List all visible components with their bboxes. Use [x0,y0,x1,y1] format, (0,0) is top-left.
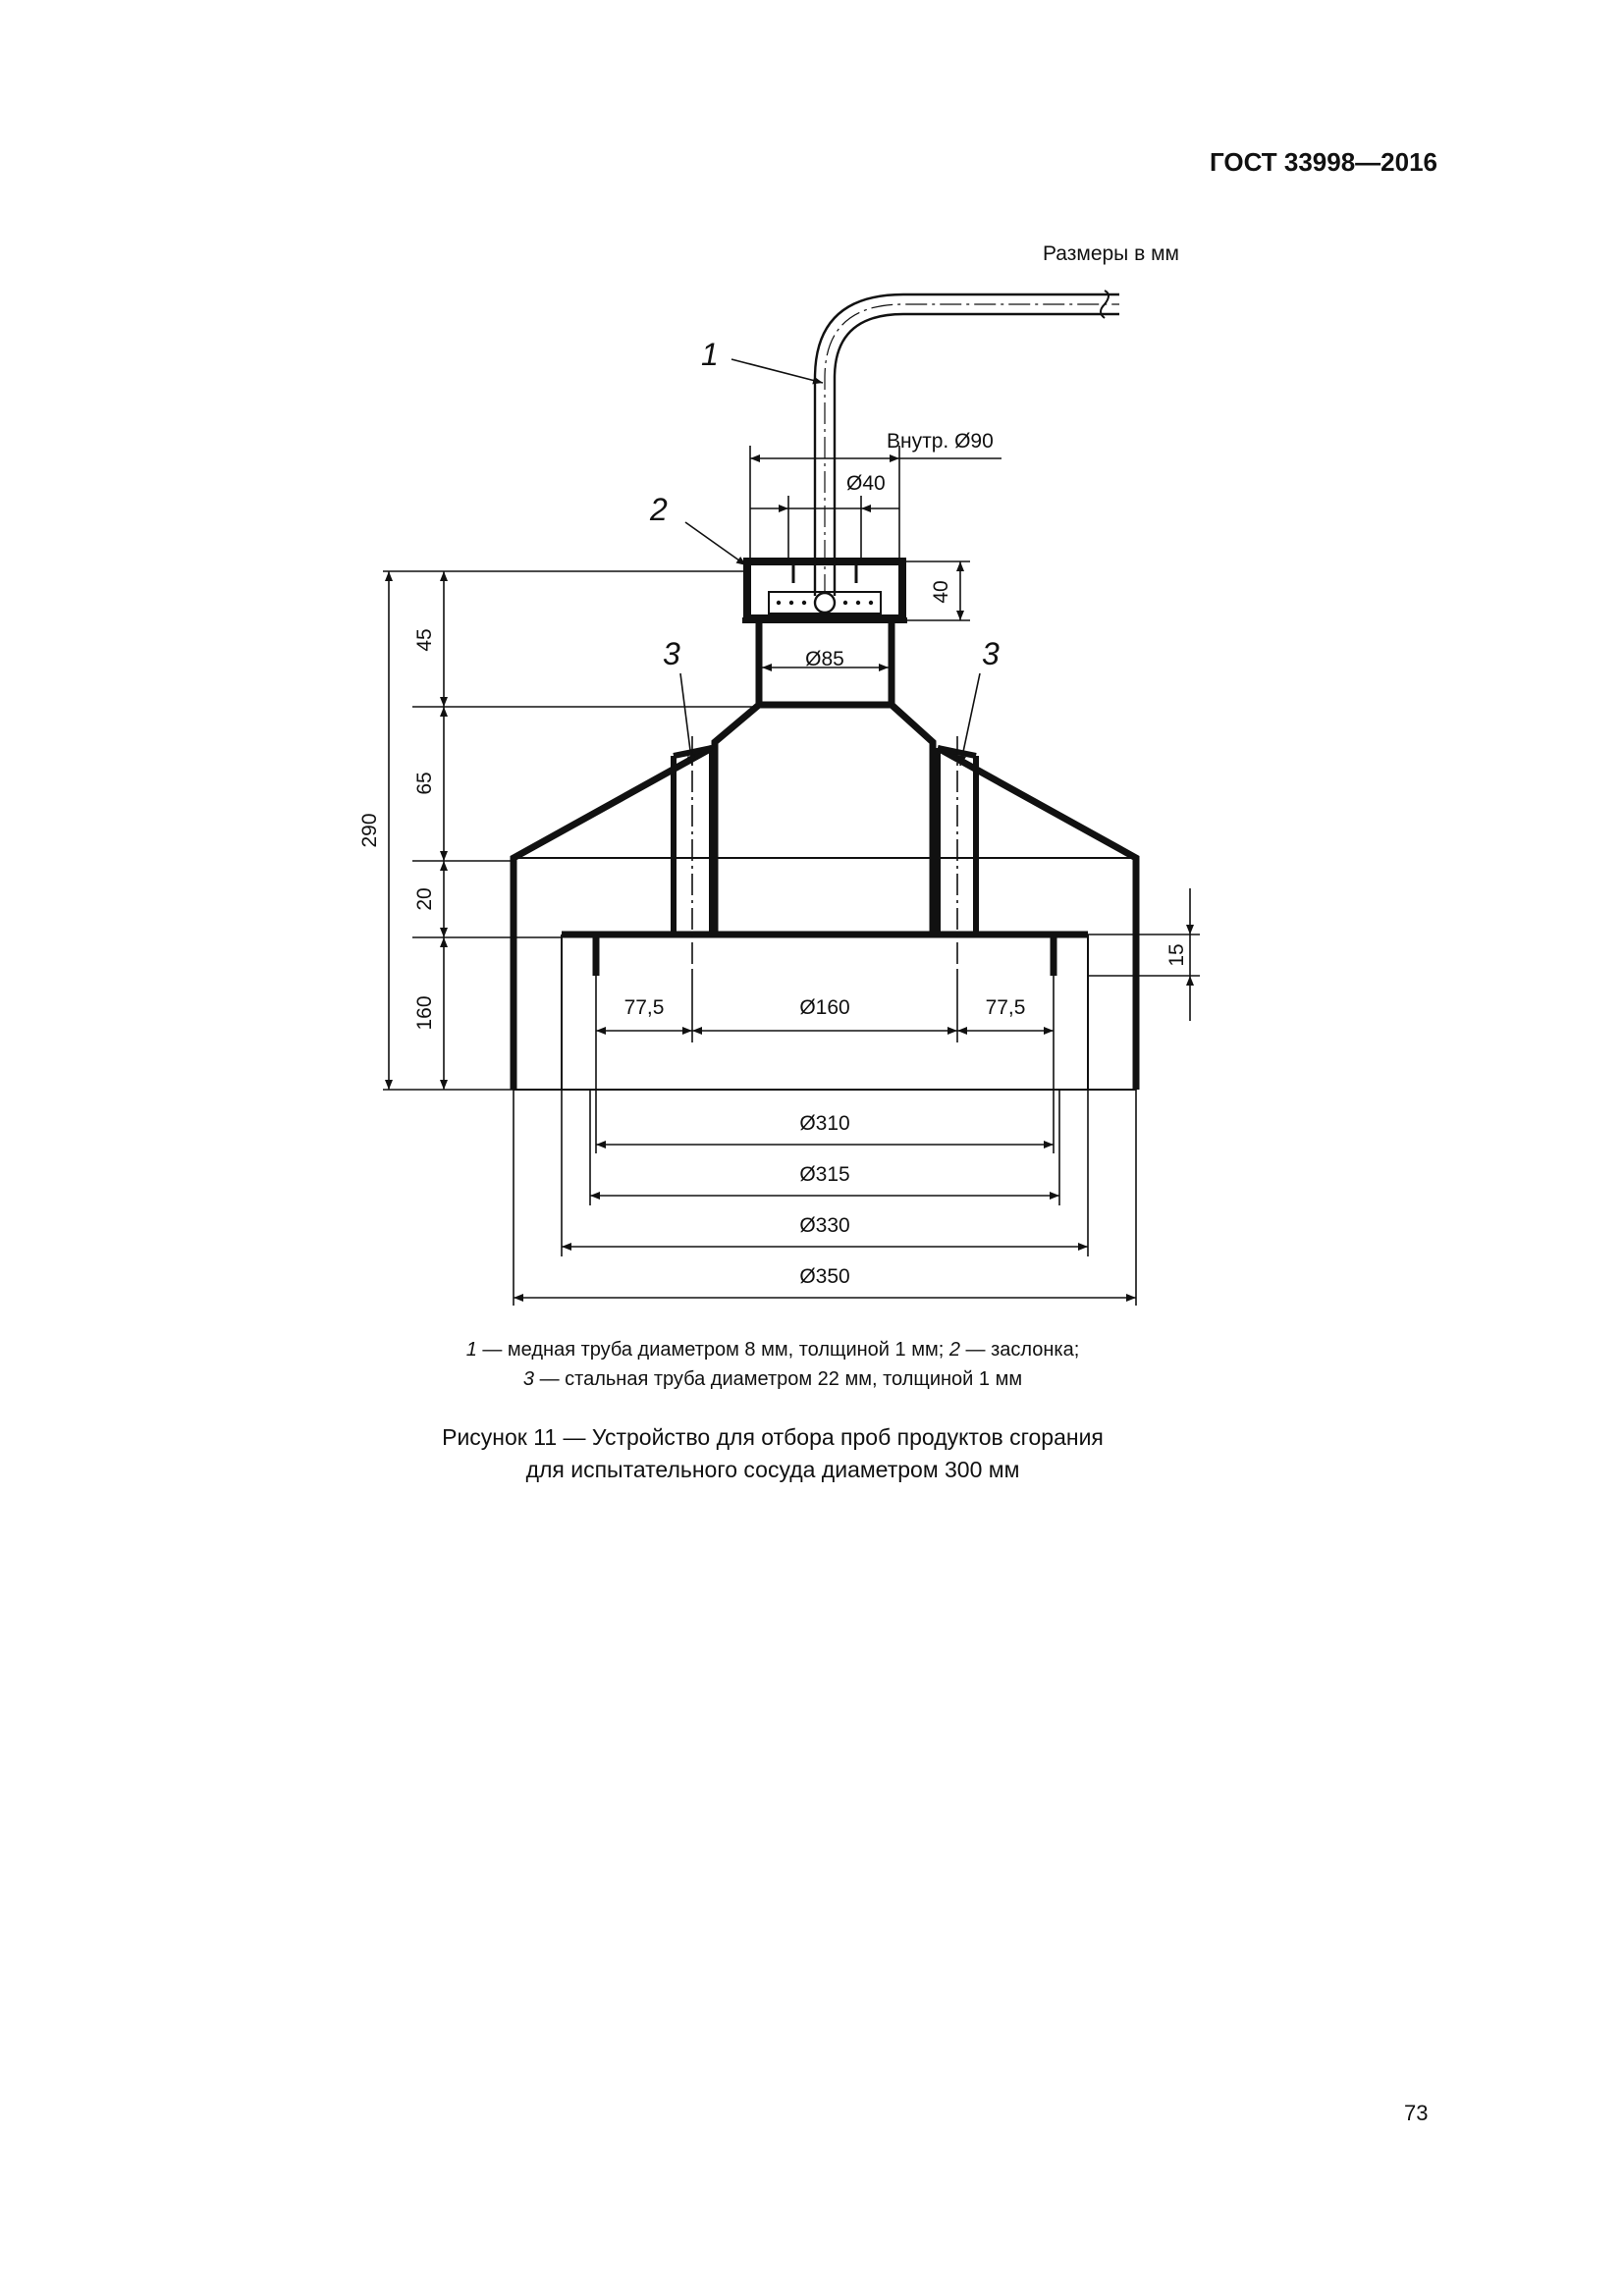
dim-d330: Ø330 [799,1214,850,1237]
dim-inner-d90: Внутр. Ø90 [887,430,994,453]
dim-d40: Ø40 [846,472,886,495]
pipe-end [815,593,835,613]
dim-h15: 15 [1165,943,1188,967]
figure-legend: 1 — медная труба диаметром 8 мм, толщиной 1 мм; 2 — заслонка; 3 — стальная труба диаметром 22 мм, толщиной 1 мм [465,1339,1080,1390]
dim-h40: 40 [930,580,952,604]
dim-d310: Ø310 [799,1112,850,1135]
dim-h20: 20 [413,887,436,911]
dim-d315: Ø315 [799,1163,850,1186]
dim-w77-left: 77,5 [623,996,665,1019]
document-header: ГОСТ 33998—2016 [1210,147,1437,177]
page-number: 73 [1404,2101,1429,2125]
label-steel-right: 3 [982,636,1000,671]
dim-d350: Ø350 [799,1265,850,1288]
thin-lines [514,705,1136,1090]
dimension-lines [389,458,1190,1298]
dim-d160: Ø160 [799,996,850,1019]
dim-w77-right: 77,5 [985,996,1026,1019]
dim-h65: 65 [413,772,436,795]
label-damper: 2 [650,492,668,527]
label-pipe: 1 [701,337,719,372]
dim-h290: 290 [358,813,381,848]
units-note: Размеры в мм [1043,242,1179,265]
extension-lines [383,446,1200,1306]
figure-caption: Рисунок 11 — Устройство для отбора проб продуктов сгорания для испытательного сосуда диаметром 300 мм [442,1424,1104,1482]
dim-h160: 160 [413,995,436,1031]
dim-h45: 45 [413,628,436,652]
dim-d85: Ø85 [805,648,844,670]
label-steel-left: 3 [663,636,680,671]
vessel-body [514,621,1136,1090]
